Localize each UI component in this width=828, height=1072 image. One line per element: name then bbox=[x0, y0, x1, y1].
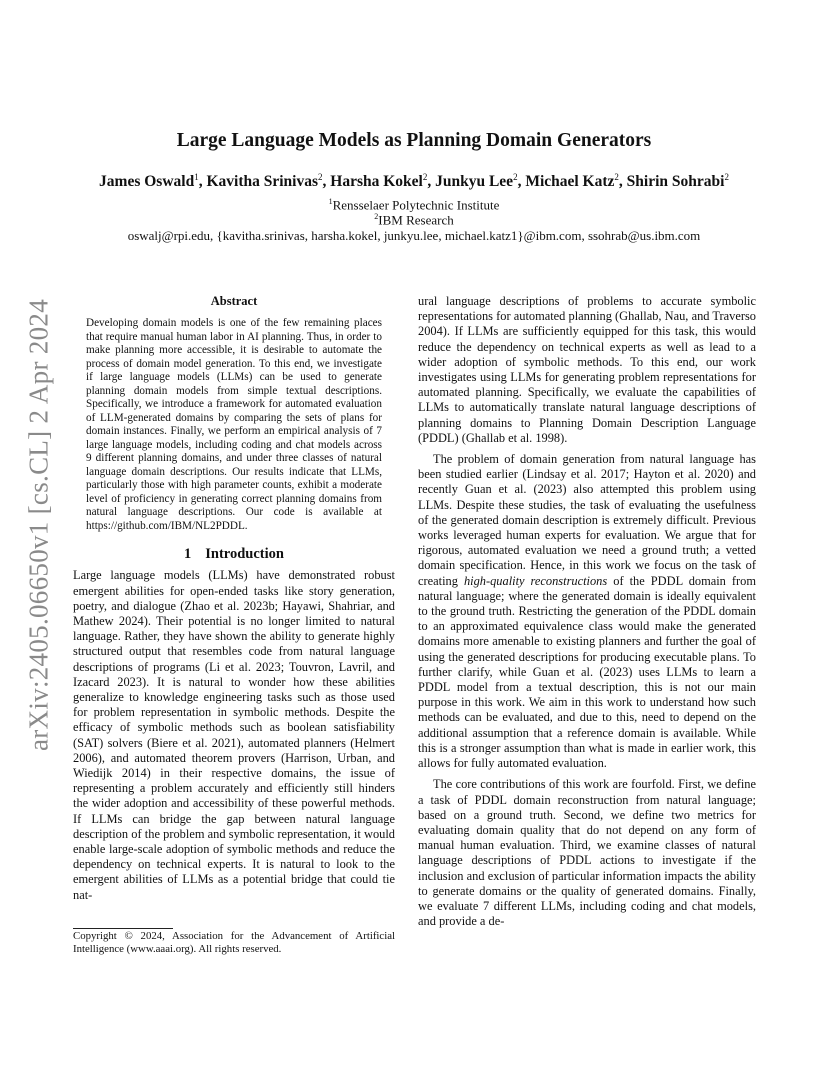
intro-paragraph-1: Large language models (LLMs) have demonstrated robust emergent abilities for open-ended tasks like story generation, poetry, and dialogue (Zhao et al. 2023b; Hayawi, Shahriar, and Mathew 2024). Their potential is no longer limited to natural language. Rather, they have shown the ability to generate highly structured output that resembles code from natural language descriptions of programs (Li et al. 2023; Touvron, Lavril, and Izacard 2023). It is natural to wonder how these abilities generalize to knowledge engineering tasks such as those used for problem representation in symbolic methods. Despite the efficacy of symbolic methods such as boolean satisfiability (SAT) solvers (Biere et al. 2021), automated planners (Helmert 2006), and automated theorem provers (Harrison, Urban, and Wiedijk 2014) in their respective domains, the issue of representing a problem accurately and efficiently still hinders the wider adoption and accessibility of these powerful methods. If LLMs can bridge the gap between natural language description of the problem and symbolic representation, it would enable large-scale adoption of symbolic methods and reduce the dependency on technical experts. It is natural to look to the emergent abilities of LLMs as a potential bridge that could tie nat- bbox=[73, 568, 395, 902]
author-name: James Oswald bbox=[99, 173, 195, 191]
abstract-block bbox=[73, 317, 395, 533]
author-name: Kavitha Srinivas bbox=[206, 173, 319, 191]
paragraph-text: of the PDDL domain from natural language; where the generated domain is ideally equivalent to the ground truth. Restricting the generation of the PDDL domain to an approximated equivalence class would make the generated domains more amenable to existing planners and further the goal of using the generated descriptions for producing executable plans. To further clarify, while Guan et al. (2023) uses LLMs to learn a PDDL model from a textual description, this is not our main purpose in this work. We aim in this work to understand how such methods can be evaluated, and due to this, need to depend on the additional assumption that a reference domain is available. While this is a stronger assumption than what is made in earlier work, this allows for fully automated evaluation. bbox=[418, 573, 757, 771]
author-affiliation-mark: 2 bbox=[724, 172, 729, 182]
author-name: Michael Katz bbox=[525, 173, 615, 191]
emphasized-text: high-quality reconstructions bbox=[463, 573, 608, 588]
arxiv-stamp-text: arXiv:2405.06650v1 [cs.CL] 2 Apr 2024 bbox=[23, 298, 54, 752]
author-list: James Oswald$^1$, Kavitha Srinivas$^2$, Harsha Kokel$^2$, Junkyu Lee$^2$, Michael Katz$^2$, Shirin Sohrabi$^2$ bbox=[99, 172, 729, 191]
abstract-heading: Abstract bbox=[210, 294, 258, 308]
author-affiliation-mark: 2 bbox=[422, 172, 428, 182]
right-column bbox=[418, 294, 756, 929]
section-title-text: Introduction bbox=[205, 546, 284, 563]
intro-paragraph-2 bbox=[418, 452, 756, 771]
author-affiliation-mark: 2 bbox=[318, 172, 323, 182]
intro-paragraph-3: The core contributions of this work are fourfold. First, we define a task of PDDL domain reconstruction from natural language; based on a ground truth. Second, we define two metrics for evaluating domain quality that do not depend on any form of manual human evaluation. Third, we examine classes of natural language descriptions of PDDL actions to investigate if the inclusion and exclusion of particular information impacts the ability to generate domains or the quality of generated domains. Finally, we evaluate 7 different LLMs, including coding and chat models, and provide a de- bbox=[418, 777, 756, 929]
footnote-divider bbox=[73, 928, 173, 929]
paper-title: Large Language Models as Planning Domain Generators bbox=[176, 130, 652, 151]
author-name: Harsha Kokel bbox=[330, 173, 423, 191]
intro-paragraph-1-continued: ural language descriptions of problems to accurate symbolic representations for automated planning (Ghallab, Nau, and Traverso 2004). If LLMs are sufficiently equipped for this task, this would reduce the dependency on technical experts as well as lead to a wider adoption of symbolic methods. To this end, our work investigates using LLMs for generating problem representations for automated planning. Specifically, we evaluate the capabilities of LLMs to automatically translate natural language descriptions of planning domains to Planning Domain Description Language (PDDL) (Ghallab et al. 1998). bbox=[418, 294, 756, 445]
section-heading-introduction bbox=[73, 547, 395, 562]
affiliation-1 bbox=[0, 197, 828, 213]
section-number: 1 bbox=[184, 546, 192, 563]
copyright-footnote: Copyright © 2024, Association for the Advancement of Artificial Intelligence (www.aaai.org). All rights reserved. bbox=[73, 930, 395, 955]
affiliation-name: Rensselaer Polytechnic Institute bbox=[332, 197, 500, 213]
affiliation-2 bbox=[0, 212, 828, 228]
paragraph-text: The problem of domain generation from natural language has been studied earlier (Lindsay et al. 2017; Hayton et al. 2020) and recently Guan et al. (2023) also attempted this problem using LLMs. Despite these studies, the task of evaluating the usefulness of the generated domain description is extremely difficult. Previous works leveraged human experts for evaluation. We argue that for rigorous, automated evaluation we need a ground truth; a vetted domain specification. Hence, in this work we focus on the task of creating bbox=[418, 452, 756, 588]
affiliation-name: IBM Research bbox=[378, 212, 454, 228]
author-affiliation-mark: 2 bbox=[513, 172, 518, 182]
author-name: Junkyu Lee bbox=[435, 173, 514, 191]
affiliation-mark: 1 bbox=[328, 197, 333, 206]
arxiv-identifier-stamp bbox=[24, 290, 54, 760]
left-column bbox=[73, 294, 395, 903]
abstract-text: Developing domain models is one of the few remaining places that require manual human labor in AI planning. Thus, in order to make planning more accessible, it is desirable to automate the process of domain model generation. To this end, we investigate if large language models (LLMs) can be used to generate planning domain models from simple textual descriptions. Specifically, we introduce a framework for automated evaluation of LLM-generated domains by comparing the sets of plans for domain instances. Finally, we perform an empirical analysis of 7 large language models, including coding and chat models across 9 different planning domains, and under three classes of natural language domain descriptions. Our results indicate that LLMs, particularly those with high parameter counts, exhibit a moderate level of proficiency in generating correct planning domains from natural language descriptions. Our code is available at https://github.com/IBM/NL2PDDL. bbox=[86, 317, 382, 532]
author-name: Shirin Sohrabi bbox=[626, 173, 725, 191]
author-emails: oswalj@rpi.edu, {kavitha.srinivas, harsha.kokel, junkyu.lee, michael.katz1}@ibm.com, ssohrab@us.ibm.com bbox=[127, 228, 701, 243]
author-affiliation-mark: 1 bbox=[194, 172, 199, 182]
author-affiliation-mark: 2 bbox=[614, 172, 619, 182]
affiliation-mark: 2 bbox=[374, 212, 379, 221]
